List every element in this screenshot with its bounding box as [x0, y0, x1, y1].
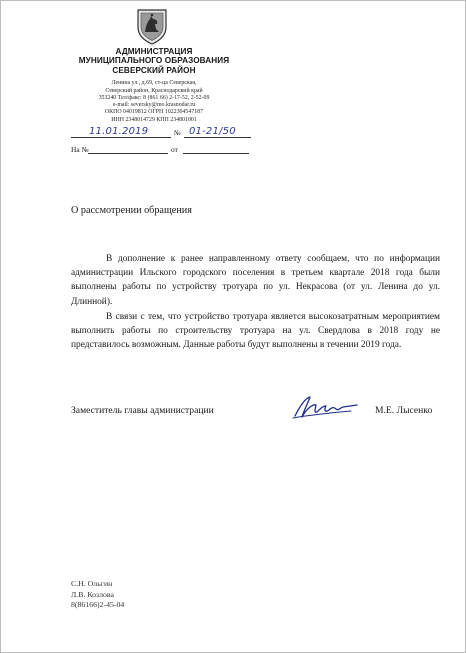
letterhead — [59, 47, 249, 124]
signatory-name: М.Е. Лысенко — [375, 405, 433, 416]
body-paragraph: В связи с тем, что устройство тротуара является высокозатратным мероприятием выполнить работы по строительству тротуара на ул. Свердлова в 2018 году не представилось возможным. Данные работы будут выполнены в течении 2019 года. — [71, 311, 440, 351]
organization-address — [59, 80, 249, 124]
outgoing-number: 01-21/50 — [189, 126, 236, 137]
letter-body — [71, 252, 440, 352]
org-line: АДМИНИСТРАЦИЯ — [115, 47, 193, 56]
address-line: 353240 Тел/факс: 8 (861 66) 2-17-52, 2-52-09 — [98, 94, 210, 101]
address-line: ИНН 2348014729 КПП 234801001 — [111, 116, 197, 123]
executor-block — [71, 579, 124, 611]
number-underline — [184, 137, 251, 138]
outgoing-registration — [71, 128, 251, 140]
executor-line: С.Н. Ольгин — [71, 579, 113, 588]
address-line: Ленина ул., д.69, ст-ца Северская, — [111, 80, 197, 87]
reply-number-label: На № — [71, 145, 89, 154]
org-line: МУНИЦИПАЛЬНОГО ОБРАЗОВАНИЯ — [78, 56, 230, 66]
letter-subject: О рассмотрении обращения — [71, 205, 192, 216]
address-line: Северский район, Краснодарский край — [105, 87, 203, 94]
organization-name — [59, 47, 249, 75]
executor-phone: 8(86166)2-45-04 — [71, 600, 125, 610]
number-mark: № — [174, 129, 181, 137]
date-underline — [71, 137, 171, 138]
coat-of-arms-icon — [135, 7, 169, 45]
reply-reference — [71, 145, 251, 157]
address-line: ОКПО 04019812 ОГРН 1022304547187 — [104, 109, 204, 116]
body-paragraph: В дополнение к ранее направленному ответу сообщаем, что по информации администрации Ильского городского поселения в третьем квартале 2018 года были выполнены работы по устройству тротуара по ул. Некрасова (от ул. Ленина до ул. Длинной). — [71, 254, 440, 307]
reply-date-label: от — [171, 145, 178, 154]
executor-line: Л.В. Козлова — [71, 589, 114, 599]
signatory-title: Заместитель главы администрации — [71, 405, 214, 416]
org-line: СЕВЕРСКИЙ РАЙОН — [112, 65, 196, 75]
reply-number-underline — [88, 153, 168, 154]
reply-date-underline — [183, 153, 249, 154]
outgoing-date: 11.01.2019 — [89, 126, 149, 137]
handwritten-signature — [291, 394, 359, 422]
address-line: e-mail: seversky@mo.krasnodar.ru — [112, 102, 196, 109]
